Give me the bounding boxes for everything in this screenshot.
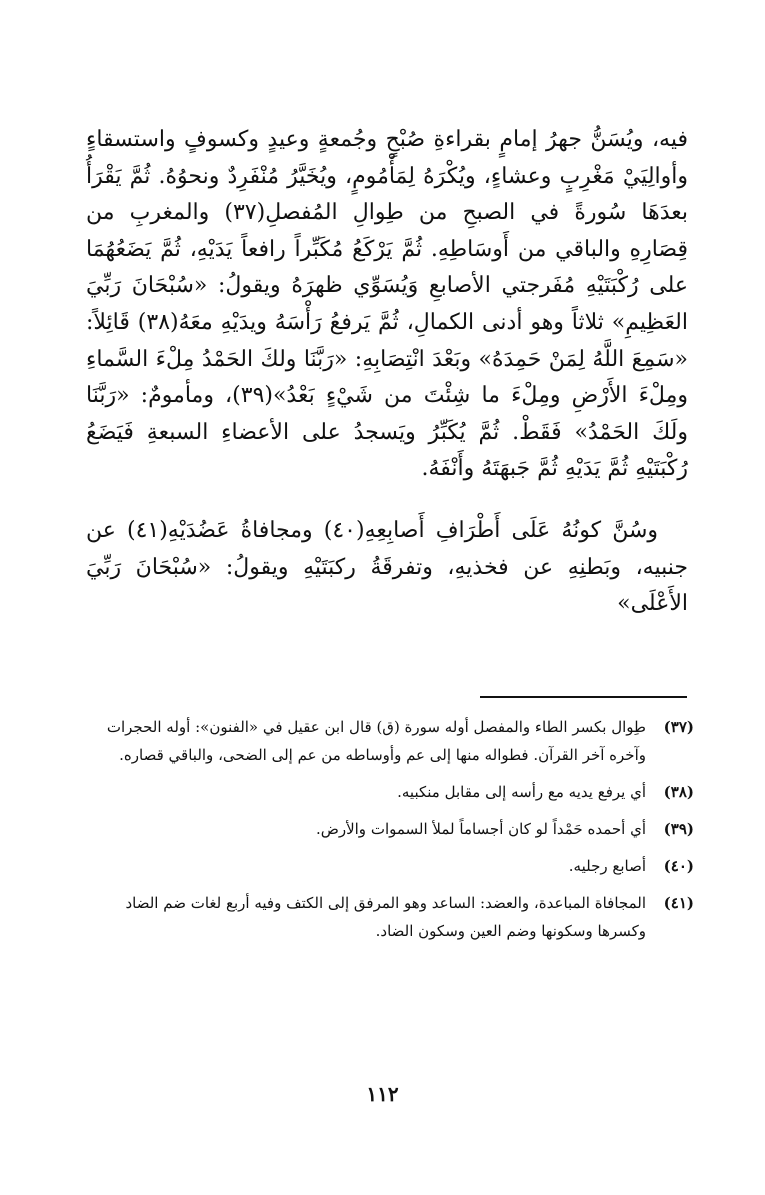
- footnote-divider: [480, 696, 687, 698]
- footnote-text: المجافاة المباعدة، والعضد: الساعد وهو المرفق إلى الكتف وفيه أربع لغات ضم الضاد وكسرها وسكونها وضم العين وسكون الضاد.: [125, 894, 646, 940]
- main-text: [86, 122, 688, 623]
- footnote-text: أي يرفع يديه مع رأسه إلى مقابل منكبيه.: [397, 783, 646, 801]
- footnote-number: (٣٩): [663, 820, 694, 838]
- footnote-40: [86, 852, 694, 880]
- footnote-number: (٣٨): [663, 783, 694, 801]
- footnote-text: طِوال بكسر الطاء والمفصل أوله سورة (ق) قال ابن عقيل في «الفنون»: أوله الحجرات وآخره آخر القرآن. فطواله منها إلى عم وأوساطه من عم إلى الضحى، والباقي قصاره.: [106, 718, 646, 764]
- paragraph-2: وسُنَّ كونُهُ عَلَى أَطْرَافِ أَصابِعِهِ(٤٠) ومجافاةُ عَضُدَيْهِ(٤١) عن جنبيه، وبَطنِهِ عن فخذيهِ، وتفرقَةُ ركبَتَيْهِ ويقولُ: «سُبْحَانَ رَبِّيَ الأَعْلَى»: [86, 517, 688, 617]
- footnote-37: [86, 713, 694, 769]
- footnote-text: أي أحمده حَمْداً لو كان أجساماً لملأ السموات والأرض.: [315, 820, 646, 838]
- footnote-number: (٤١): [663, 894, 694, 912]
- footnote-text: أصابع رجليه.: [568, 857, 646, 875]
- footnote-number: (٣٧): [663, 718, 694, 736]
- footnote-number: (٤٠): [663, 857, 694, 875]
- footnote-39: [86, 815, 694, 843]
- footnote-41: [86, 889, 694, 945]
- footnote-38: [86, 778, 694, 806]
- page-number: ١١٢: [366, 1082, 399, 1106]
- footnotes: [86, 713, 694, 954]
- paragraph-1: فيه، ويُسَنُّ جهرُ إمامٍ بقراءةِ صُبْحٍ وجُمعةٍ وعيدٍ وكسوفٍ واستسقاءٍ وأوالِيَيْ مَغْرِبٍ وعشاءٍ، ويُكْرَهُ لِمَأْمُومٍ، ويُخَيَّرُ مُنْفَرِدٌ ونحوُهُ. ثُمَّ يَقْرَأُ بعدَهَا سُورةً في الصبحِ من طِوالِ المُفصلِ(٣٧) والمغربِ من قِصَارِهِ والباقي من أَوسَاطِهِ. ثُمَّ يَرْكَعُ مُكَبِّراً رافعاً يَدَيْهِ، ثُمَّ يَضَعُهُمَا على رُكْبَتَيْهِ مُفَرجتي الأصابعِ وَيُسَوِّي ظهرَهُ ويقولُ: «سُبْحَانَ رَبِّيَ العَظِيمِ» ثلاثاً وهو أدنى الكمالِ، ثُمَّ يَرفعُ رَأْسَهُ ويدَيْهِ معَهُ(٣٨) قَائِلاً: «سَمِعَ اللَّهُ لِمَنْ حَمِدَهُ» وبَعْدَ انْتِصَابِهِ: «رَبَّنَا ولكَ الحَمْدُ مِلْءَ السَّماءِ ومِلْءَ الأَرْضِ ومِلْءَ ما شِئْتَ من شَيْءٍ بَعْدُ»(٣٩)، ومأمومٌ: «رَبَّنَا ولَكَ الحَمْدُ» فَقَطْ. ثُمَّ يُكَبِّرُ ويَسجدُ على الأعضاءِ السبعةِ فَيَضَعُ رُكْبَتَيْهِ ثُمَّ يَدَيْهِ ثُمَّ جَبهَتَهُ وأَنْفَهُ.: [86, 127, 689, 482]
